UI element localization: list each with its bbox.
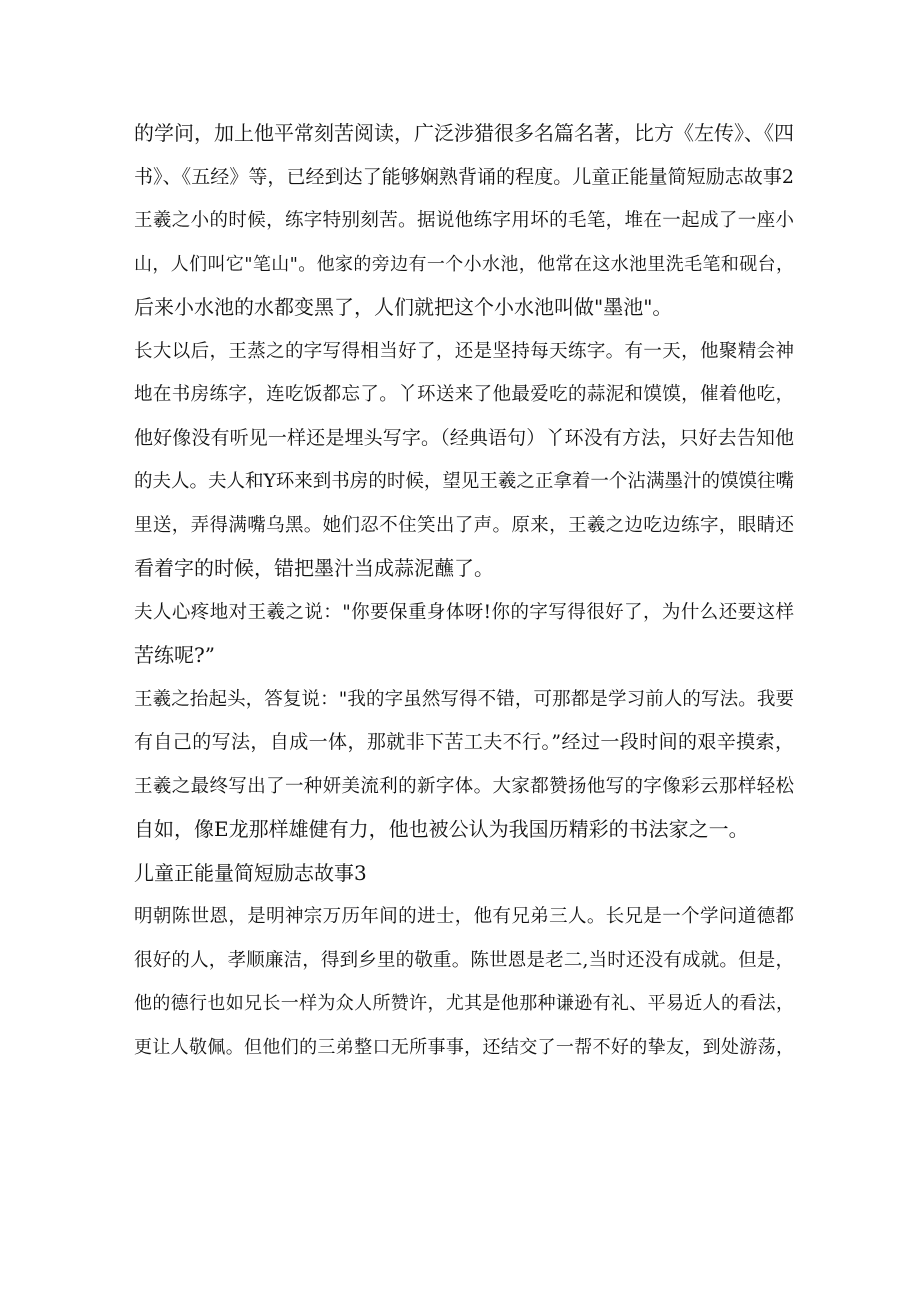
text-line: 王羲之抬起头，答复说："我的字虽然写得不错，可那都是学习前人的写法。我要: [134, 688, 794, 710]
text-line: 地在书房练字，连吃饭都忘了。丫环送来了他最爱吃的蒜泥和馍馍，催着他吃，: [134, 384, 794, 405]
text-line: 明朝陈世恩，是明神宗万历年间的进士，他有兄弟三人。长兄是一个学问道德都: [134, 906, 794, 927]
text-line: 后来小水池的水都变黑了，人们就把这个小水池叫做"墨池"。: [134, 295, 673, 319]
text-line: 他好像没有听见一样还是埋头写字。（经典语句）丫环没有方法，只好去告知他: [134, 426, 794, 449]
text-line: 更让人敬佩。但他们的三弟整口无所事事，还结交了一帮不好的挚友，到处游荡，: [134, 1036, 794, 1058]
text-line: 长大以后，王蒸之的字写得相当好了，还是坚持每天练字。有一天，他聚精会神: [134, 340, 794, 362]
text-line: 很好的人，孝顺廉洁，得到乡里的敬重。陈世恩是老二,当时还没有成就。但是，: [134, 949, 794, 971]
text-line: 有自己的写法，自成一体，那就非下苦工夫不行。”经过一段时间的艰辛摸索，: [134, 731, 794, 753]
text-line: 的夫人。夫人和Y环来到书房的时候，望见王羲之正拿着一个沾满墨汁的馍馍往嘴: [134, 471, 794, 492]
section-heading: 儿童正能量简短励志故事3: [134, 860, 367, 885]
text-line: 里送，弄得满嘴乌黑。她们忍不住笑出了声。原来，王羲之边吃边练字，眼睛还: [134, 514, 794, 536]
text-line: 夫人心疼地对王羲之说："你要保重身体呀!你的字写得很好了，为什么还要这样: [134, 601, 794, 623]
text-line: 他的德行也如兄长一样为众人所赞许，尤其是他那种谦逊有礼、平易近人的看法，: [134, 993, 794, 1014]
text-line: 山，人们叫它"笔山"。他家的旁边有一个小水池，他常在这水池里洗毛笔和砚台，: [134, 253, 794, 275]
text-line: 王羲之最终写出了一种妍美流利的新字体。大家都赞扬他写的字像彩云那样轻松: [134, 775, 794, 797]
text-line: 自如，像E龙那样雄健有力，他也被公认为我国历精彩的书法家之一。: [134, 817, 749, 841]
text-line: 的学问，加上他平常刻苦阅读，广泛涉猎很多名篇名著，比方《左传》、《四: [134, 121, 794, 145]
text-line: 书》、《五经》等，已经到达了能够娴熟背诵的程度。儿童正能量简短励志故事2: [134, 165, 794, 188]
document-body: [134, 112, 794, 1069]
text-line: 看着字的时候，错把墨汁当成蒜泥蘸了。: [134, 556, 494, 580]
text-line: 王羲之小的时候，练字特别刻苦。据说他练字用坏的毛笔，堆在一起成了一座小: [134, 210, 794, 231]
text-line: 苦练呢?”: [134, 643, 215, 667]
